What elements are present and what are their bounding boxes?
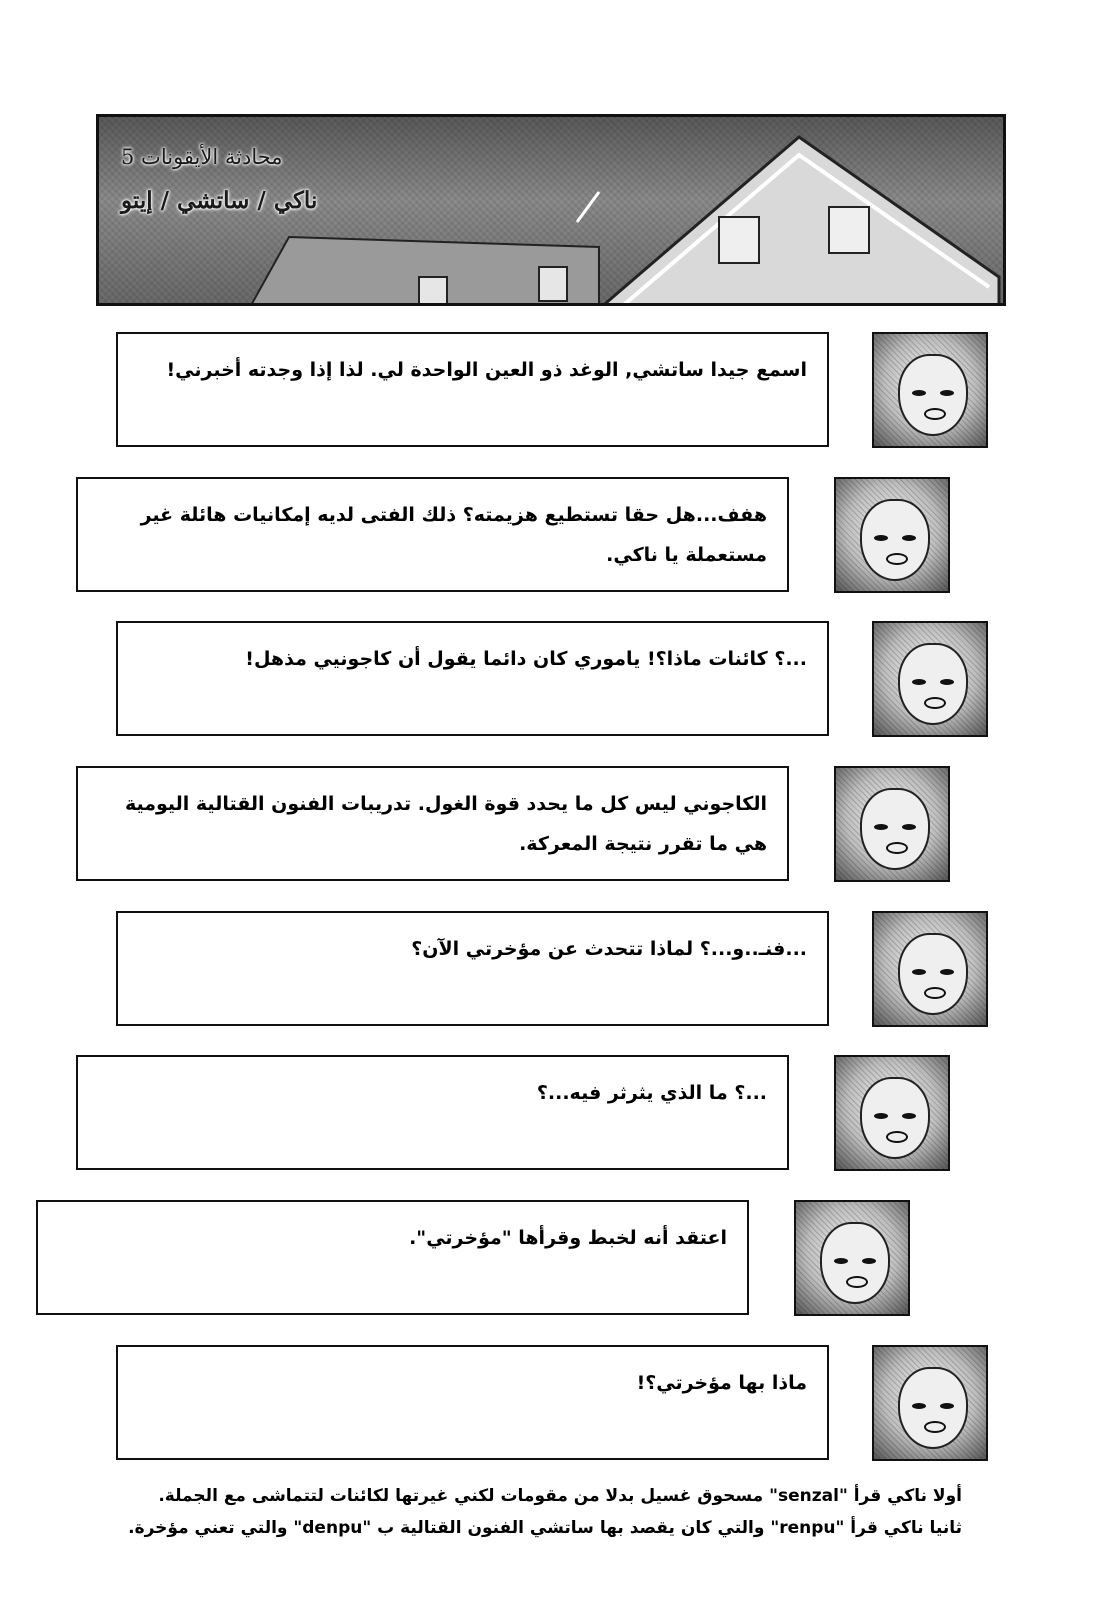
speech-bubble xyxy=(116,621,829,736)
translator-note-line: ثانيا ناكي قرأ "renpu" والتي كان يقصد بها ساتشي الفنون القتالية ب "denpu" والتي تعني مؤخرة. xyxy=(128,1518,962,1538)
title-banner xyxy=(96,114,1006,306)
speech-bubble xyxy=(116,911,829,1026)
speech-bubble xyxy=(76,1055,789,1170)
naki-portrait xyxy=(872,621,988,737)
banner-title: محادثة الأيقونات 5 xyxy=(121,145,283,169)
naki-portrait xyxy=(872,1345,988,1461)
dialogue-text: ...؟ ما الذي يثرثر فيه...؟ xyxy=(536,1082,767,1104)
translator-note xyxy=(110,1480,962,1544)
naki-portrait xyxy=(872,332,988,448)
translator-note-line: أولا ناكي قرأ "senzal" مسحوق غسيل بدلا من مقومات لكني غيرتها لكائنات لتتماشى مع الجملة. xyxy=(158,1486,962,1506)
speech-bubble xyxy=(76,766,789,881)
dialogue-text: الكاجوني ليس كل ما يحدد قوة الغول. تدريبات الفنون القتالية اليومية هي ما تقرر نتيجة المعركة. xyxy=(124,793,767,855)
dialogue-text: اسمع جيدا ساتشي, الوغد ذو العين الواحدة لي. لذا إذا وجدته أخبرني! xyxy=(166,359,807,381)
speech-bubble xyxy=(36,1200,749,1315)
speech-bubble xyxy=(116,1345,829,1460)
speech-bubble xyxy=(116,332,829,447)
dialogue-text: هفف...هل حقا تستطيع هزيمته؟ ذلك الفتى لديه إمكانيات هائلة غير مستعملة يا ناكي. xyxy=(140,504,767,566)
banner-subtitle: ناكي / ساتشي / إيتو xyxy=(121,187,318,214)
sachi-portrait xyxy=(834,766,950,882)
dialogue-text: اعتقد أنه لخبط وقرأها "مؤخرتي". xyxy=(409,1227,727,1249)
eto-portrait xyxy=(794,1200,910,1316)
sachi-portrait xyxy=(834,1055,950,1171)
dialogue-text: ...؟ كائنات ماذا؟! ياموري كان دائما يقول أن كاجونيي مذهل! xyxy=(245,648,807,670)
naki-portrait xyxy=(872,911,988,1027)
dialogue-text: ...فنـ..و...؟ لماذا تتحدث عن مؤخرتي الآن؟ xyxy=(411,938,807,960)
speech-bubble xyxy=(76,477,789,592)
sachi-portrait xyxy=(834,477,950,593)
dialogue-text: ماذا بها مؤخرتي؟! xyxy=(636,1372,807,1394)
